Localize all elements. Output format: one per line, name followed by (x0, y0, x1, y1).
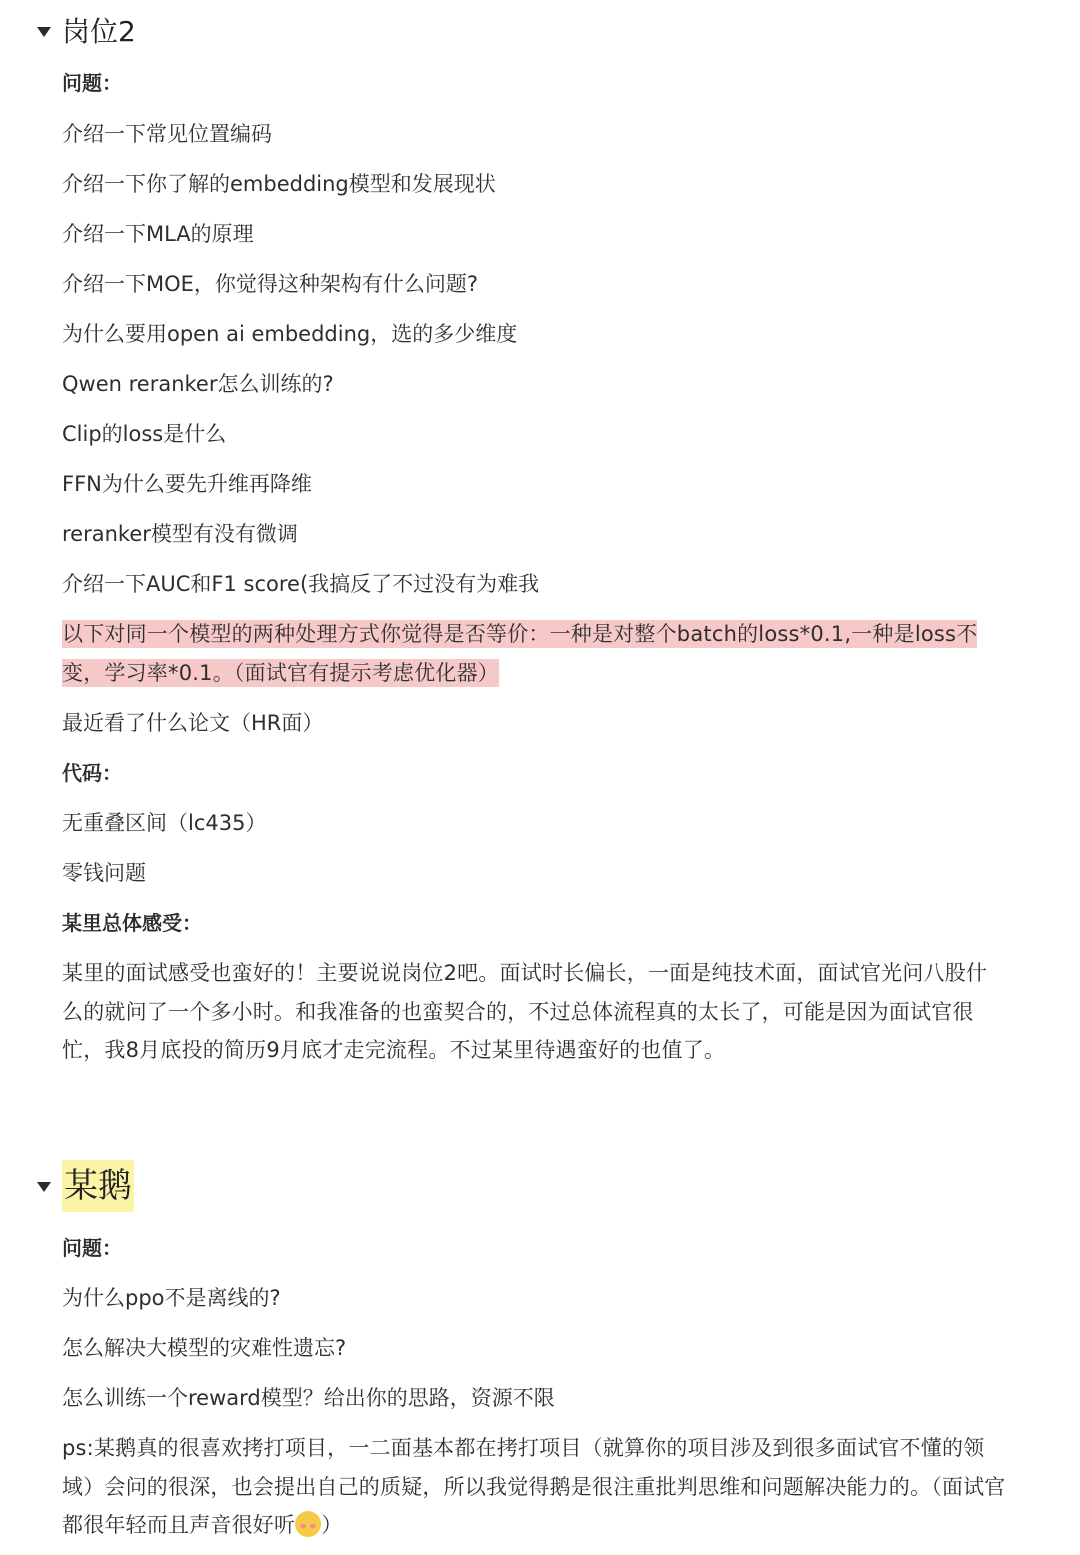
ps-paragraph (62, 1429, 1007, 1545)
summary-label: 某里总体感受： (62, 911, 202, 935)
section-title: 某鹅 (62, 1160, 134, 1212)
highlighted-question (62, 615, 1007, 692)
ps-end: ） (321, 1513, 343, 1537)
question-item: Qwen reranker怎么训练的? (62, 372, 334, 396)
toggle-triangle-icon[interactable] (37, 1182, 51, 1192)
question-item: 为什么要用open ai embedding，选的多少维度 (62, 322, 518, 346)
question-item: 介绍一下MLA的原理 (62, 222, 254, 246)
question-item: 介绍一下MOE，你觉得这种架构有什么问题? (62, 272, 479, 296)
question-item: 最近看了什么论文（HR面） (62, 711, 324, 735)
code-item: 无重叠区间（lc435） (62, 811, 267, 835)
question-item: 怎么解决大模型的灾难性遗忘? (62, 1336, 347, 1360)
code-item: 零钱问题 (62, 861, 146, 885)
question-item: 怎么训练一个reward模型？给出你的思路，资源不限 (62, 1386, 555, 1410)
toggle-triangle-icon[interactable] (37, 27, 51, 37)
question-item: reranker模型有没有微调 (62, 522, 298, 546)
question-item: 介绍一下你了解的embedding模型和发展现状 (62, 172, 496, 196)
question-item: 介绍一下AUC和F1 score(我搞反了不过没有为难我 (62, 572, 540, 596)
question-item: 为什么ppo不是离线的? (62, 1286, 281, 1310)
section-title: 岗位2 (62, 15, 136, 48)
question-item: FFN为什么要先升维再降维 (62, 472, 312, 496)
question-item: 介绍一下常见位置编码 (62, 122, 272, 146)
code-label: 代码： (62, 761, 122, 785)
question-item: Clip的loss是什么 (62, 422, 227, 446)
smiling-face-with-hearts-icon (295, 1511, 321, 1537)
questions-label: 问题： (62, 71, 122, 95)
highlight-text: 以下对同一个模型的两种处理方式你觉得是否等价：一种是对整个batch的loss*0.1,一种是loss不变，学习率*0.1。（面试官有提示考虑优化器） (62, 622, 978, 685)
questions-label: 问题： (62, 1236, 122, 1260)
ps-text: ps:某鹅真的很喜欢拷打项目，一二面基本都在拷打项目（就算你的项目涉及到很多面试官不懂的领域）会问的很深，也会提出自己的质疑，所以我觉得鹅是很注重批判思维和问题解决能力的。（面试官都很年轻而且声音很好听 (62, 1436, 1006, 1537)
summary-paragraph: 某里的面试感受也蛮好的！主要说说岗位2吧。面试时长偏长，一面是纯技术面，面试官光问八股什么的就问了一个多小时。和我准备的也蛮契合的，不过总体流程真的太长了，可能是因为面试官很忙，我8月底投的简历9月底才走完流程。不过某里待遇蛮好的也值了。 (62, 961, 988, 1062)
